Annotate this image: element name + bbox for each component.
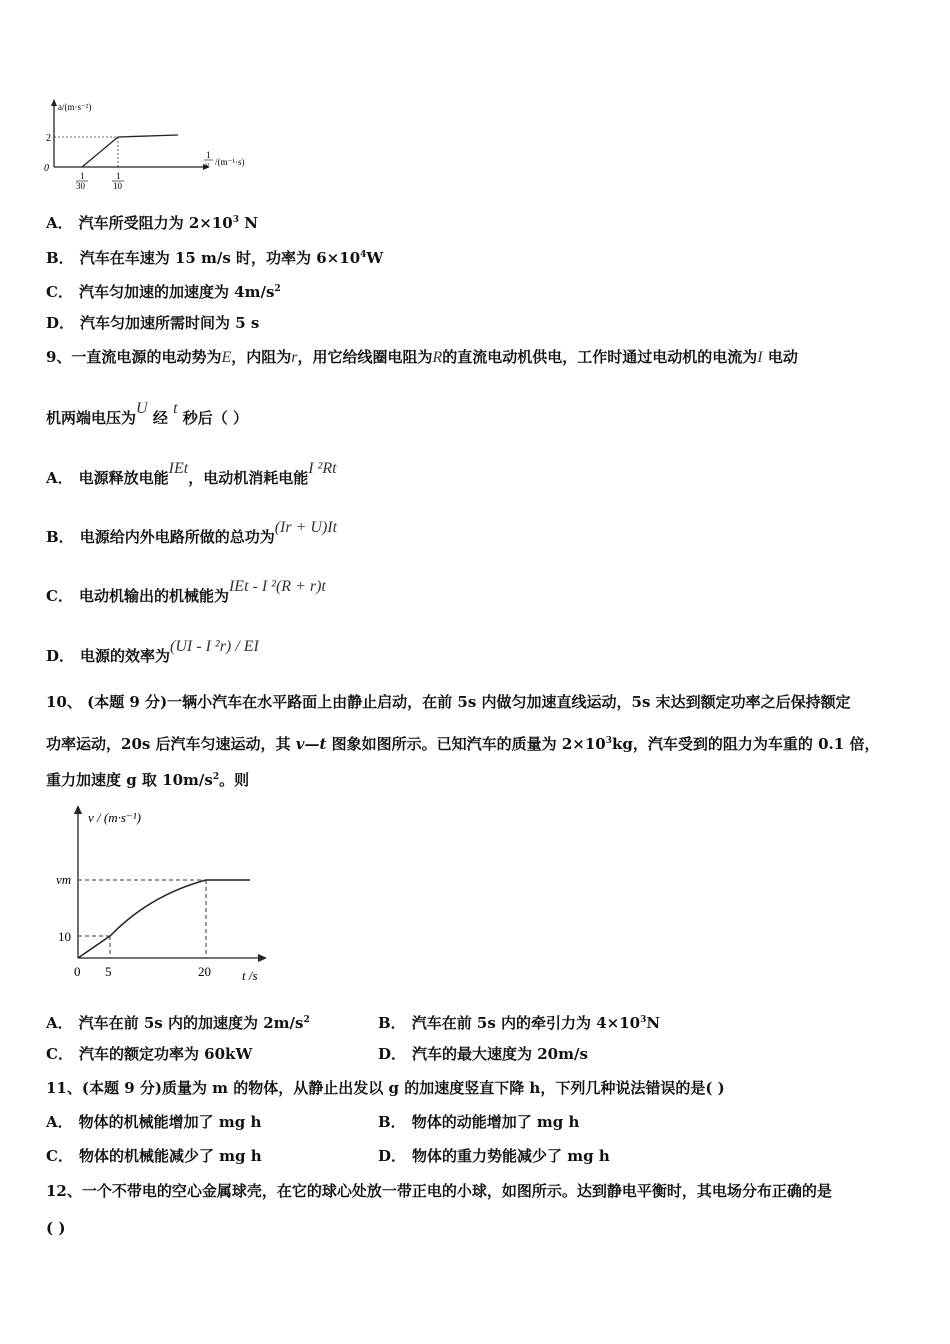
y-axis-arrow: [74, 805, 82, 814]
q11-option-b: B． 物体的动能增加了 mg h: [378, 1113, 580, 1131]
graph1-line: [82, 135, 178, 167]
q9-stem-line2: 机两端电压为U 经 t 秒后（ ）: [46, 400, 248, 427]
graph-acceleration-vs-inverse-velocity: [40, 96, 260, 196]
x-tick-1-den: 30: [76, 181, 85, 191]
x-tick-2-num: 1: [116, 171, 121, 181]
q11-stem: 11、(本题 9 分)质量为 m 的物体，从静止出发以 g 的加速度竖直下降 h，下列几种说法错误的是( ): [46, 1079, 725, 1097]
x-tick-2-den: 10: [113, 181, 122, 191]
origin-label: 0: [74, 964, 81, 979]
q8-option-b: B． 汽车在车速为 15 m/s 时，功率为 $6\times 10^4W$: [46, 249, 384, 267]
x-axis-label: t /s: [242, 968, 258, 983]
q12-stem-line2: ( ): [46, 1219, 66, 1237]
graph-velocity-vs-time: [50, 800, 280, 990]
q11-option-c: C． 物体的机械能减少了 mg h: [46, 1147, 262, 1165]
q9-option-b: B． 电源给内外电路所做的总功为(Ir + U)It: [46, 519, 338, 546]
vm-label: vm: [56, 872, 72, 887]
q8-option-d: D． 汽车匀加速所需时间为 5 s: [46, 314, 260, 332]
y-axis-label: a/(m·s⁻²): [58, 102, 92, 112]
x-tick-1-num: 1: [80, 171, 85, 181]
q10-option-b: B． 汽车在前 5s 内的牵引力为 $4\times 10^3N$: [378, 1014, 661, 1032]
option-label: C．: [46, 283, 73, 301]
x-axis-unit: /(m⁻¹·s): [215, 157, 245, 167]
q10-stem-line1: 10、 (本题 9 分)一辆小汽车在水平路面上由静止启动，在前 5s 内做匀加速直线运动，5s 末达到额定功率之后保持额定: [46, 693, 851, 711]
q10-option-d: D． 汽车的最大速度为 20m/s: [378, 1045, 588, 1063]
x-label-num: 1: [206, 150, 211, 160]
y-axis-label: v / (m·s⁻¹): [88, 810, 141, 825]
q9-option-c: C． 电动机输出的机械能为IEt - I ²(R + r)t: [46, 578, 326, 605]
q10-option-c: C． 汽车的额定功率为 60kW: [46, 1045, 253, 1063]
q9-option-a: A． 电源释放电能IEt，电动机消耗电能I ²Rt: [46, 460, 337, 487]
x-axis-arrow: [258, 954, 267, 962]
y-tick-2: 2: [46, 133, 51, 144]
y-tick-10: 10: [58, 929, 71, 944]
option-label: D．: [46, 314, 75, 332]
y-axis-arrow: [51, 99, 57, 106]
q8-option-c: C． 汽车匀加速的加速度为 $4m/s^2$: [46, 283, 281, 301]
x-label-den: v: [205, 160, 209, 170]
x-tick-20: 20: [198, 964, 211, 979]
origin-label: 0: [44, 163, 49, 174]
option-label: B．: [46, 249, 74, 267]
q11-option-a: A． 物体的机械能增加了 mg h: [46, 1113, 262, 1131]
q10-stem-line3: 重力加速度 g 取 $10m/s^2$。则: [46, 771, 250, 789]
q11-option-d: D． 物体的重力势能减少了 mg h: [378, 1147, 610, 1165]
linear-segment: [78, 936, 110, 958]
curve-segment: [110, 880, 206, 936]
q10-option-a: A． 汽车在前 5s 内的加速度为 $2m/s^2$: [46, 1014, 310, 1032]
x-tick-5: 5: [105, 964, 112, 979]
q9-stem-line1: 9、一直流电源的电动势为E，内阻为r，用它给线圈电阻为R的直流电动机供电，工作时通过电动机的电流为I 电动: [46, 348, 798, 366]
q8-option-a: A． 汽车所受阻力为 $2\times 10^3$ N: [46, 214, 258, 232]
q12-stem-line1: 12、一个不带电的空心金属球壳，在它的球心处放一带正电的小球，如图所示。达到静电平衡时，其电场分布正确的是: [46, 1182, 832, 1200]
option-label: A．: [46, 214, 73, 232]
q10-stem-line2: 功率运动，20s 后汽车匀速运动，其 v—t 图象如图所示。已知汽车的质量为 $2\times 10^3kg$，汽车受到的阻力为车重的 0.1 倍，: [46, 735, 880, 753]
q9-option-d: D． 电源的效率为(UI - I ²r) / EI: [46, 638, 259, 665]
